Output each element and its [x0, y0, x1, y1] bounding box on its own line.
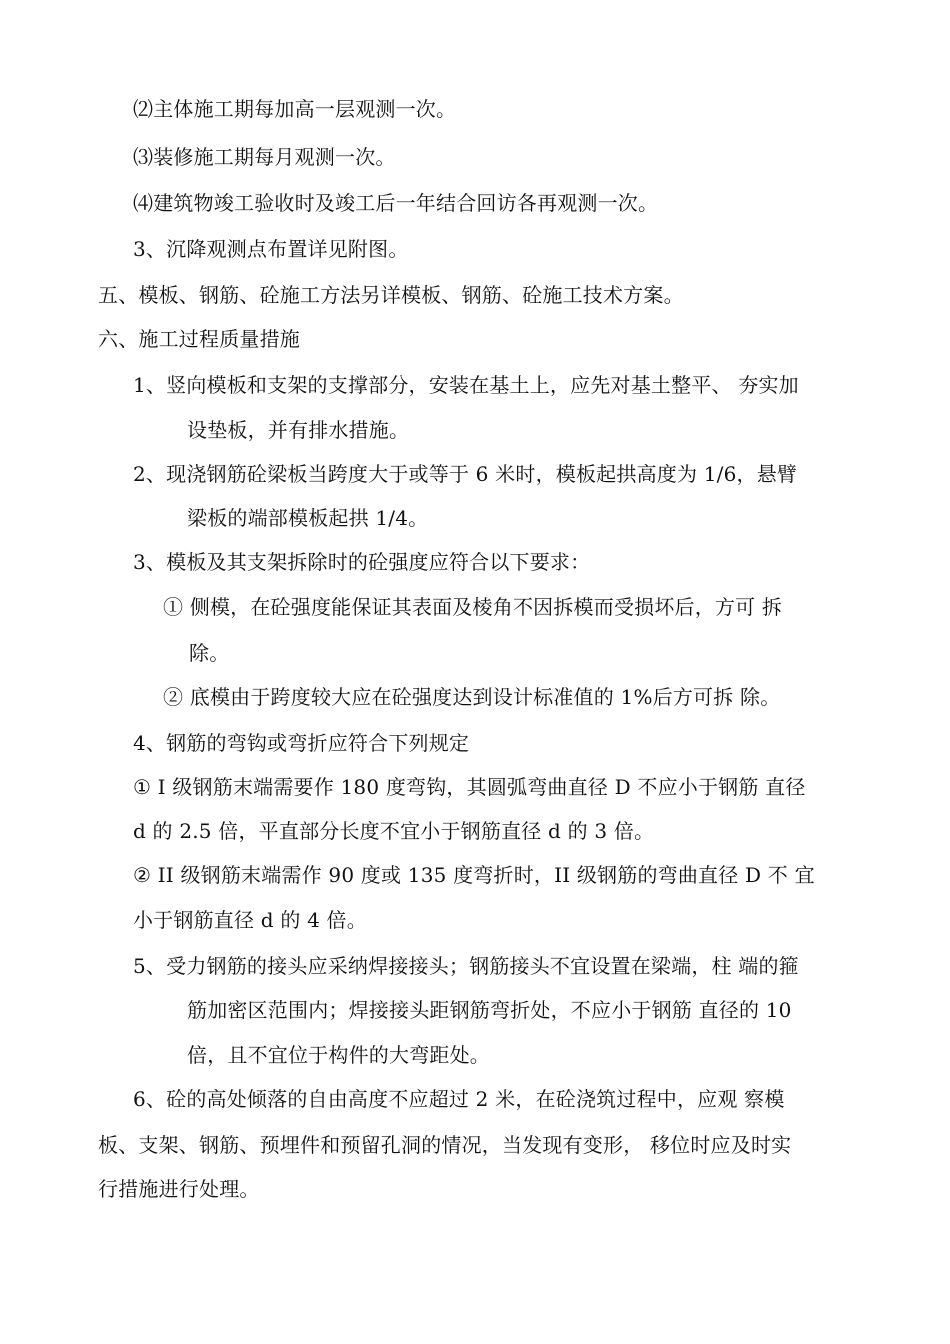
measure-3-sub-2: ② 底模由于跨度较大应在砼强度达到设计标准值的 1%后方可拆 除。 [163, 685, 781, 709]
measure-1-line-2: 设垫板，并有排水措施。 [187, 418, 410, 442]
measure-4-sub-1-line-2: d 的 2.5 倍，平直部分长度不宜小于钢筋直径 d 的 3 倍。 [133, 819, 655, 843]
measure-5-line-1: 5、受力钢筋的接头应采纳焊接接头；钢筋接头不宜设置在梁端，柱 端的箍 [133, 954, 799, 978]
measure-4-sub-1-line-1: ① I 级钢筋末端需要作 180 度弯钩，其圆弧弯曲直径 D 不应小于钢筋 直径 [133, 775, 806, 799]
item-3-settlement-decoration: ⑶装修施工期每月观测一次。 [133, 145, 396, 169]
measure-4-sub-2-line-2: 小于钢筋直径 d 的 4 倍。 [133, 908, 367, 932]
section-5-heading: 五、模板、钢筋、砼施工方法另详模板、钢筋、砼施工技术方案。 [98, 283, 684, 307]
measure-6-line-1: 6、砼的高处倾落的自由高度不应超过 2 米，在砼浇筑过程中，应观 察模 [133, 1087, 785, 1111]
section-6-heading: 六、施工过程质量措施 [98, 327, 300, 351]
measure-2-line-2: 梁板的端部模板起拱 1/4。 [187, 506, 429, 530]
measure-6-line-3: 行措施进行处理。 [98, 1177, 260, 1201]
measure-5-line-2: 筋加密区范围内；焊接接头距钢筋弯折处，不应小于钢筋 直径的 10 [187, 998, 792, 1022]
item-3-observation-points: 3、沉降观测点布置详见附图。 [133, 237, 409, 261]
measure-4-heading: 4、钢筋的弯钩或弯折应符合下列规定 [133, 731, 470, 755]
measure-3-heading: 3、模板及其支架拆除时的砼强度应符合以下要求： [133, 550, 591, 574]
measure-6-line-2: 板、支架、钢筋、预埋件和预留孔洞的情况，当发现有变形， 移位时应及时实 [98, 1133, 792, 1157]
measure-4-sub-2-line-1: ② II 级钢筋末端需作 90 度或 135 度弯折时，II 级钢筋的弯曲直径 D 不 宜 [133, 863, 815, 887]
measure-3-sub-1-line-1: ① 侧模，在砼强度能保证其表面及棱角不因拆模而受损坏后，方可 拆 [163, 595, 783, 619]
measure-1-line-1: 1、竖向模板和支架的支撑部分，安装在基土上，应先对基土整平、 夯实加 [133, 373, 799, 397]
item-4-settlement-completion: ⑷建筑物竣工验收时及竣工后一年结合回访各再观测一次。 [133, 191, 659, 215]
measure-3-sub-1-line-2: 除。 [189, 641, 230, 665]
measure-5-line-3: 倍，且不宜位于构件的大弯距处。 [187, 1043, 490, 1067]
measure-2-line-1: 2、现浇钢筋砼梁板当跨度大于或等于 6 米时，模板起拱高度为 1/6，悬臂 [133, 462, 798, 486]
item-2-settlement-main: ⑵主体施工期每加高一层观测一次。 [133, 97, 457, 121]
